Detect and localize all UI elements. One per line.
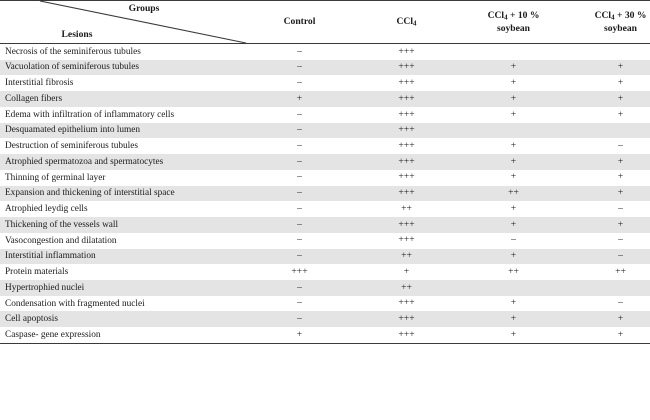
table-row [0,154,650,170]
lesion-score-cell: + [460,249,567,265]
table-header-row [0,1,650,44]
lesion-score-cell: – [246,44,353,60]
table-row [0,327,650,343]
lesion-score-cell: + [460,91,567,107]
lesion-score-cell: – [246,170,353,186]
lesion-name-cell: Atrophied spermatozoa and spermatocytes [0,154,246,170]
table-row [0,138,650,154]
lesion-score-cell: + [460,327,567,343]
table-row [0,107,650,123]
lesion-name-cell: Thickening of the vessels wall [0,217,246,233]
table-body [0,44,650,344]
lesion-score-cell: + [460,217,567,233]
lesion-score-cell: + [353,264,460,280]
header-col-ccl4: CCl$_4$ [353,1,460,44]
lesion-name-cell: Destruction of seminiferous tubules [0,138,246,154]
lesion-score-cell: + [460,201,567,217]
table-row [0,264,650,280]
lesion-score-cell: +++ [353,311,460,327]
table-row [0,280,650,296]
table-row [0,201,650,217]
lesion-score-cell: +++ [353,44,460,60]
table-row [0,91,650,107]
lesion-name-cell: Interstitial inflammation [0,249,246,265]
table-row [0,186,650,202]
lesion-name-cell: Protein materials [0,264,246,280]
lesion-score-cell: +++ [353,75,460,91]
lesion-score-cell: – [567,138,650,154]
header-corner-cell [0,1,246,44]
lesion-name-cell: Hypertrophied nuclei [0,280,246,296]
lesion-score-cell [460,44,567,60]
lesion-score-cell: +++ [353,138,460,154]
lesion-score-cell: – [246,60,353,76]
table-row [0,217,650,233]
lesion-name-cell: Atrophied leydig cells [0,201,246,217]
lesion-score-cell: + [567,91,650,107]
lesion-score-cell: + [460,296,567,312]
table-row [0,296,650,312]
lesion-score-cell: + [567,170,650,186]
lesion-score-cell: + [567,60,650,76]
lesion-score-cell: ++ [460,186,567,202]
table-row [0,60,650,76]
lesion-score-cell: + [567,107,650,123]
table-row [0,170,650,186]
header-col-control: Control [246,1,353,44]
lesion-score-cell: ++ [353,249,460,265]
lesion-score-cell: – [246,217,353,233]
lesion-score-cell [567,123,650,139]
lesion-name-cell: Necrosis of the seminiferous tubules [0,44,246,60]
lesion-name-cell: Desquamated epithelium into lumen [0,123,246,139]
lesion-name-cell: Collagen fibers [0,91,246,107]
lesion-score-cell: – [246,186,353,202]
table-row [0,233,650,249]
lesion-score-cell: + [567,75,650,91]
lesion-score-cell: + [460,138,567,154]
table-row [0,249,650,265]
lesion-name-cell: Expansion and thickening of interstitial space [0,186,246,202]
lesion-score-cell: – [246,201,353,217]
lesion-score-cell: + [567,186,650,202]
lesion-name-cell: Interstitial fibrosis [0,75,246,91]
lesion-score-cell: + [460,60,567,76]
lesion-score-cell: – [460,233,567,249]
table-row [0,75,650,91]
lesion-score-cell [567,280,650,296]
lesion-score-cell: – [246,296,353,312]
lesion-score-cell: – [246,154,353,170]
lesion-score-cell: +++ [353,296,460,312]
table-row [0,311,650,327]
lesion-score-cell: +++ [353,123,460,139]
lesion-score-cell: ++ [460,264,567,280]
lesion-score-cell: + [567,217,650,233]
lesion-name-cell: Condensation with fragmented nuclei [0,296,246,312]
lesion-score-cell: ++ [567,264,650,280]
lesion-score-cell: – [246,233,353,249]
lesion-score-cell: – [246,280,353,296]
lesion-score-cell: +++ [353,186,460,202]
lesion-score-cell: +++ [353,170,460,186]
lesion-score-cell: +++ [353,91,460,107]
lesion-score-cell: +++ [353,107,460,123]
lesion-score-cell: +++ [353,60,460,76]
lesions-header-label: Lesions [61,28,93,40]
lesion-score-cell: ++ [353,201,460,217]
header-col-ccl4-soybean-30: CCl$_4$ + 30 % soybean [567,1,650,44]
lesion-score-cell: +++ [353,217,460,233]
lesion-score-cell: – [246,249,353,265]
lesion-score-cell: – [246,123,353,139]
table-header [0,1,650,44]
lesion-name-cell: Edema with infiltration of inflammatory cells [0,107,246,123]
lesion-score-cell: + [460,311,567,327]
lesion-score-cell [460,123,567,139]
lesion-score-cell: ++ [353,280,460,296]
lesion-score-cell: + [460,170,567,186]
header-col-ccl4-soybean-10: CCl$_4$ + 10 % soybean [460,1,567,44]
lesion-name-cell: Vasocongestion and dilatation [0,233,246,249]
lesion-score-cell: +++ [353,154,460,170]
lesion-score-cell: + [567,327,650,343]
lesion-score-cell: – [567,201,650,217]
lesion-name-cell: Vacuolation of seminiferous tubules [0,60,246,76]
lesion-score-cell: + [246,327,353,343]
lesion-score-cell: – [567,296,650,312]
lesion-name-cell: Cell apoptosis [0,311,246,327]
lesion-score-cell: – [246,75,353,91]
lesion-name-cell: Thinning of germinal layer [0,170,246,186]
lesion-score-cell: + [567,154,650,170]
lesion-score-cell [460,280,567,296]
lesion-score-cell: – [246,138,353,154]
table-row [0,123,650,139]
lesion-score-cell: +++ [353,327,460,343]
table-row [0,44,650,60]
lesion-score-cell: + [460,107,567,123]
lesion-score-cell: + [246,91,353,107]
lesion-score-cell: – [246,107,353,123]
lesion-score-cell: +++ [353,233,460,249]
lesion-score-cell [567,44,650,60]
lesion-score-cell: – [246,311,353,327]
lesion-name-cell: Caspase- gene expression [0,327,246,343]
lesion-score-cell: – [567,233,650,249]
lesion-score-cell: +++ [246,264,353,280]
groups-header-label: Groups [128,3,160,14]
lesion-score-cell: + [460,154,567,170]
lesion-score-cell: + [460,75,567,91]
lesion-score-cell: + [567,311,650,327]
lesion-score-cell: – [567,249,650,265]
